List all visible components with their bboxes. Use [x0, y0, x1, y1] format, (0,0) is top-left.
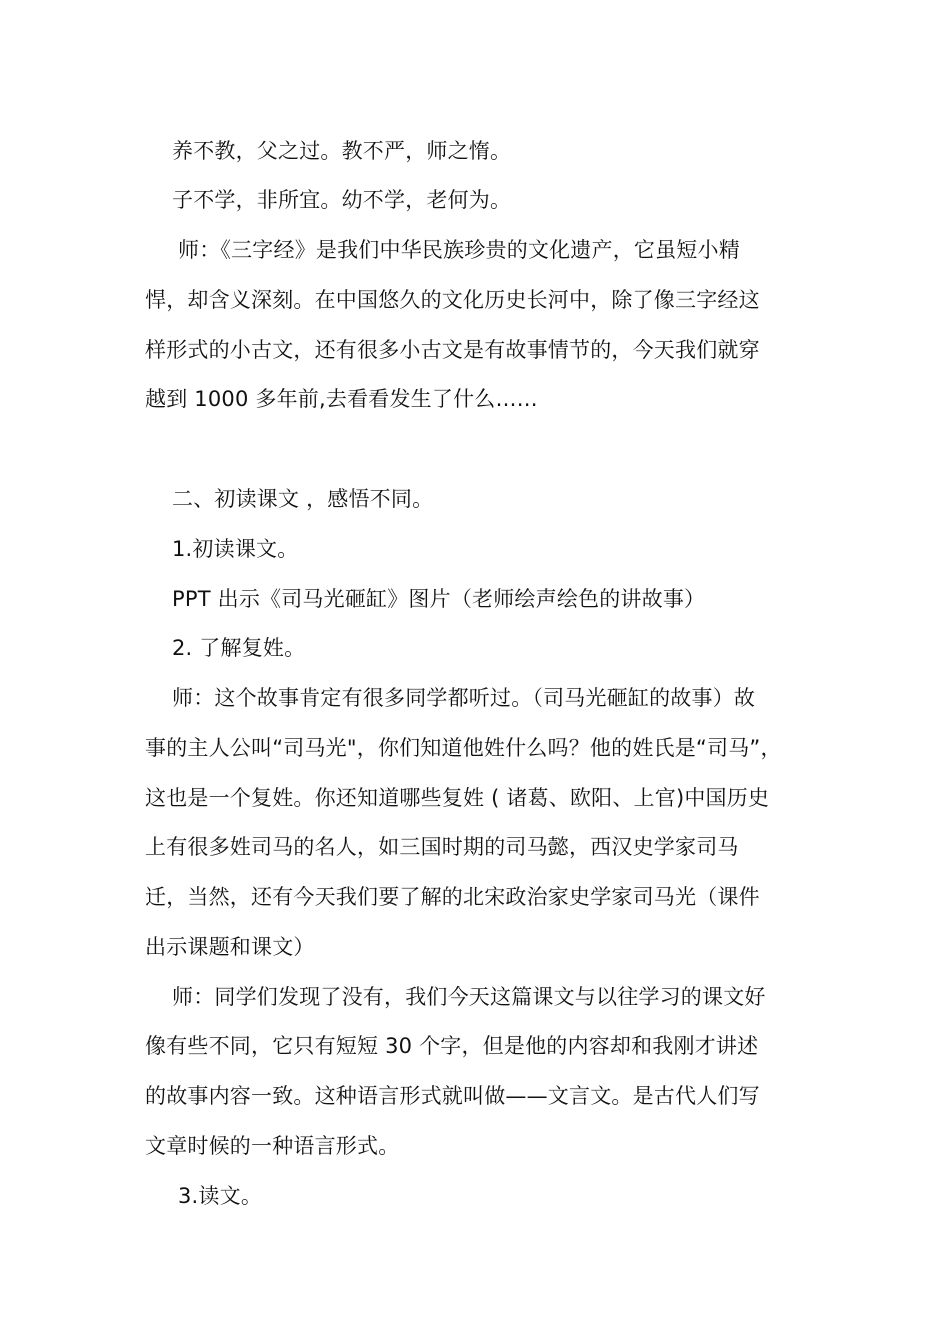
text-line: 出示课题和课文） [145, 935, 315, 959]
text-line: 事的主人公叫“司马光"，你们知道他姓什么吗？他的姓氏是“司马”， [145, 736, 782, 760]
text-line: 养不教，父之过。教不严，师之惰。 [172, 139, 512, 163]
text-line: 的故事内容一致。这种语言形式就叫做——文言文。是古代人们写 [145, 1084, 760, 1108]
text-line: 样形式的小古文，还有很多小古文是有故事情节的，今天我们就穿 [145, 338, 760, 362]
text-line: 子不学，非所宜。幼不学，老何为。 [172, 188, 512, 212]
text-line: PPT 出示《司马光砸缸》图片（老师绘声绘色的讲故事） [172, 587, 706, 611]
text-line: 2. 了解复姓。 [172, 636, 306, 660]
text-line: 悍，却含义深刻。在中国悠久的文化历史长河中，除了像三字经这 [145, 288, 760, 312]
text-line: 迁，当然，还有今天我们要了解的北宋政治家史学家司马光（课件 [145, 885, 760, 909]
text-line: 像有些不同，它只有短短 30 个字，但是他的内容却和我刚才讲述 [145, 1034, 759, 1058]
text-line: 3.读文。 [178, 1184, 263, 1208]
text-line: 师：这个故事肯定有很多同学都听过。（司马光砸缸的故事）故 [172, 686, 756, 710]
text-line: 1.初读课文。 [172, 537, 299, 561]
text-line: 师：《三字经》是我们中华民族珍贵的文化遗产，它虽短小精 [178, 238, 740, 262]
text-line: 师：同学们发现了没有，我们今天这篇课文与以往学习的课文好 [172, 985, 766, 1009]
text-line: 越到 1000 多年前,去看看发生了什么…… [145, 387, 538, 411]
text-line: 这也是一个复姓。你还知道哪些复姓 ( 诸葛、欧阳、上官)中国历史 [145, 786, 770, 810]
text-line: 文章时候的一种语言形式。 [145, 1134, 400, 1158]
text-line: 上有很多姓司马的名人，如三国时期的司马懿，西汉史学家司马 [145, 835, 739, 859]
section-heading: 二、初读课文 ，感悟不同。 [172, 487, 434, 511]
